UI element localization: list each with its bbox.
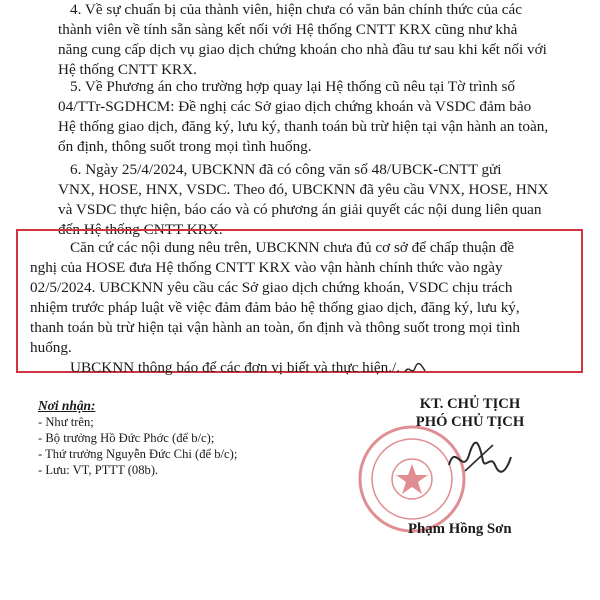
text-line: huống. (30, 339, 72, 356)
text-line: và VSDC thực hiện, báo cáo và có phương án giải quyết các nội dung liên quan (58, 201, 542, 218)
text-line: thành viên về tính sẵn sàng kết nối với Hệ thống CNTT KRX cũng như khả (58, 21, 518, 38)
recipient-item: - Lưu: VT, PTTT (08b). (38, 463, 159, 477)
closing-text: UBCKNN thông báo để các đơn vị biết và thực hiện./. (70, 359, 401, 376)
signer-role-line-1: KT. CHỦ TỊCH (419, 396, 521, 412)
text-line: thanh toán bù trừ hiện tại vận hành an toàn, ổn định và thông suốt trong mọi tình (30, 319, 520, 336)
text-line: Căn cứ các nội dung nêu trên, UBCKNN chưa đủ cơ sở để chấp thuận đề (70, 239, 515, 256)
text-line: 6. Ngày 25/4/2024, UBCKNN đã có công văn số 48/UBCK-CNTT gửi (70, 161, 502, 178)
text-line: đến Hệ thống CNTT KRX. (58, 221, 223, 238)
recipients-block (38, 398, 288, 478)
paragraph-5-fallback-plan (58, 77, 588, 157)
text-line: năng cung cấp dịch vụ giao dịch chứng khoán cho nhà đầu tư sau khi kết nối với (58, 41, 547, 58)
text-line: VNX, HOSE, HNX, VSDC. Theo đó, UBCKNN đã yêu cầu VNX, HOSE, HNX (58, 181, 549, 198)
text-line: Hệ thống giao dịch, đăng ký, lưu ký, thanh toán bù trừ hiện tại vận hành an toàn, (58, 118, 549, 135)
text-line: 4. Về sự chuẩn bị của thành viên, hiện chưa có văn bản chính thức của các (70, 1, 523, 18)
text-line: nhiệm trước pháp luật về việc đảm đảm bảo hệ thống giao dịch, đăng ký, lưu ký, (30, 299, 520, 316)
text-line: Hệ thống CNTT KRX. (58, 61, 197, 78)
handwritten-signature-icon (445, 435, 515, 485)
text-line: ổn định, thông suốt trong mọi tình huống. (58, 138, 312, 155)
initials-scribble-icon (404, 362, 426, 376)
recipient-item: - Như trên; (38, 415, 94, 429)
recipient-item: - Bộ trưởng Hồ Đức Phớc (để b/c); (38, 431, 215, 445)
text-line: 02/5/2024. UBCKNN yêu cầu các Sở giao dịch chứng khoán, VSDC chịu trách (30, 279, 513, 296)
paragraph-6-official-letter (58, 160, 588, 240)
text-line: nghị của HOSE đưa Hệ thống CNTT KRX vào vận hành chính thức vào ngày (30, 259, 503, 276)
recipients-heading: Nơi nhận: (38, 398, 96, 413)
closing-line (30, 358, 578, 378)
conclusion-paragraph (30, 238, 578, 378)
paragraph-4-member-readiness (58, 0, 588, 80)
text-line: 04/TTr-SGDHCM: Đề nghị các Sở giao dịch chứng khoán và VSDC đảm bảo (58, 98, 532, 115)
text-line: 5. Về Phương án cho trường hợp quay lại Hệ thống cũ nêu tại Tờ trình số (70, 78, 515, 95)
signer-role-line-2: PHÓ CHỦ TỊCH (415, 414, 525, 430)
signer-name: Phạm Hồng Sơn (408, 521, 512, 537)
recipient-item: - Thứ trưởng Nguyễn Đức Chi (để b/c); (38, 447, 238, 461)
